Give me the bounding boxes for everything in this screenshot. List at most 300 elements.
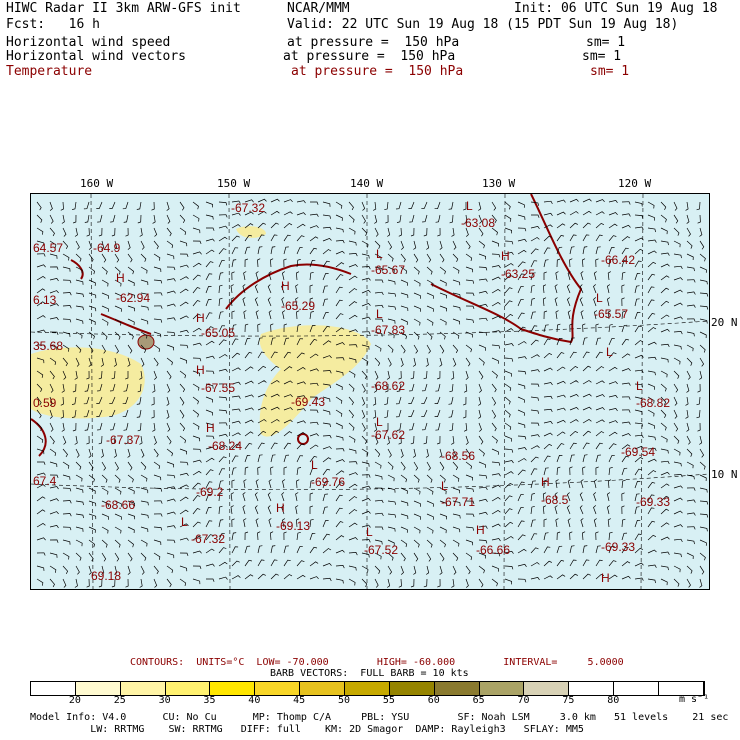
wind-barb (180, 485, 189, 488)
wind-barb (349, 523, 357, 527)
wind-barb (387, 228, 389, 237)
wind-barb (297, 421, 306, 423)
wind-barb (661, 461, 669, 464)
wind-barb (479, 449, 484, 456)
wind-barb (401, 527, 407, 533)
wind-barb (37, 202, 41, 210)
wind-barb (73, 423, 76, 431)
wind-barb (648, 550, 657, 553)
wind-barb (648, 436, 656, 440)
temperature-label: -67.55 (201, 381, 236, 395)
jet-core-north (236, 226, 266, 238)
wind-barb (76, 449, 79, 458)
wind-barb (544, 383, 553, 385)
wind-barb (245, 338, 250, 345)
wind-barb (570, 532, 573, 540)
wind-barb (635, 249, 643, 254)
temperature-label: -69.43 (291, 395, 326, 409)
wind-barb (167, 512, 176, 514)
wind-barb (453, 514, 460, 518)
wind-barb (128, 241, 130, 250)
wind-barb (648, 342, 657, 345)
wind-barb (609, 382, 618, 384)
wind-barb (583, 223, 591, 228)
wind-barb (479, 423, 482, 432)
wind-barb (349, 215, 354, 223)
wind-barb (531, 249, 539, 254)
wind-barb (141, 527, 148, 532)
wind-barb (375, 527, 383, 530)
temperature-label: -64.9 (93, 241, 121, 255)
wind-barb (622, 533, 627, 540)
wind-barb (271, 199, 280, 202)
temperature-label: -68.62 (371, 379, 406, 393)
wind-barb (661, 566, 669, 570)
wind-barb (544, 236, 552, 241)
wind-barb (282, 492, 284, 501)
wind-barb (544, 468, 549, 475)
wind-barb (635, 299, 640, 306)
wind-barb (243, 297, 245, 306)
wind-barb (63, 254, 69, 261)
wind-barb (167, 553, 174, 558)
wind-barb (154, 553, 160, 560)
wind-barb (336, 300, 343, 306)
wind-barb (582, 259, 585, 267)
wind-barb (323, 286, 328, 293)
wind-barb (518, 495, 524, 501)
wind-barb (362, 397, 365, 406)
wind-barb (89, 293, 96, 298)
colorbar-ticks (30, 695, 703, 707)
wind-barb (492, 539, 501, 542)
wind-barb (661, 509, 669, 514)
wind-barb (622, 202, 630, 205)
temperature-label: -69.2 (196, 485, 224, 499)
wind-barb (478, 410, 480, 419)
wind-barb (375, 228, 378, 237)
wind-barb (245, 575, 253, 579)
wind-barb (102, 332, 107, 340)
high-marker: H (281, 279, 290, 293)
colorbar-tick: 55 (382, 695, 395, 706)
wind-barb (401, 540, 407, 547)
wind-barb (466, 254, 472, 261)
wind-barb (388, 527, 395, 532)
wind-barb (219, 202, 227, 205)
wind-barb (505, 288, 512, 293)
wind-barb (609, 236, 616, 241)
wind-barb (193, 358, 201, 361)
wind-barb (567, 285, 570, 294)
wind-barb (408, 397, 414, 404)
wind-barb (453, 566, 456, 575)
temperature-label: -68.24 (208, 439, 243, 453)
lat-label-10n: 10 N (711, 468, 738, 481)
wind-barb (76, 332, 82, 338)
wind-barb (128, 267, 134, 274)
wind-barb (544, 421, 553, 424)
wind-barb (505, 344, 514, 347)
wind-barb (518, 459, 526, 463)
wind-barb (375, 579, 378, 588)
wind-barb (544, 248, 550, 254)
wind-barb (284, 259, 287, 267)
wind-barb (232, 248, 238, 254)
field-wind-speed: Horizontal wind speed (6, 35, 171, 50)
wind-barb (674, 566, 680, 572)
wind-barb (505, 423, 511, 430)
wind-barb (414, 319, 420, 326)
wind-barb (258, 574, 266, 579)
wind-barb (245, 432, 253, 436)
lat-label-20n: 20 N (711, 316, 738, 329)
wind-barb (557, 444, 564, 450)
wind-barb (401, 280, 407, 286)
wind-barb (154, 436, 157, 445)
colorbar-bin (569, 682, 614, 695)
plot-title: HIWC Radar II 3km ARW-GFS init (6, 1, 241, 16)
wind-barb (479, 475, 487, 479)
wind-barb (449, 384, 453, 392)
wind-barb (63, 306, 71, 309)
level-wind-speed: at pressure = 150 hPa (287, 35, 460, 50)
wind-barb (219, 312, 224, 319)
wind-barb (583, 574, 591, 579)
wind-barb (466, 267, 473, 272)
wind-barb (284, 235, 291, 241)
colorbar-units: m s⁻¹ (679, 694, 710, 705)
wind-barb (531, 469, 537, 475)
temperature-label: -69.54 (621, 445, 656, 459)
wind-barb (648, 274, 655, 280)
wind-barb (661, 472, 670, 475)
wind-barb (375, 358, 380, 366)
wind-barb (297, 575, 305, 579)
low-marker: L (466, 199, 473, 213)
wind-barb (505, 537, 513, 541)
wind-barb (609, 200, 618, 202)
wind-barb (102, 527, 108, 533)
wind-barb (310, 226, 319, 228)
wind-barb (479, 512, 488, 514)
wind-barb (89, 449, 91, 458)
wind-barb (37, 553, 45, 556)
wind-barb (700, 332, 706, 338)
wind-barb (581, 271, 583, 280)
wind-barb (437, 436, 440, 444)
wind-barb (243, 505, 245, 514)
wind-barb (154, 488, 162, 492)
wind-barb (414, 540, 419, 547)
wind-barb (349, 276, 357, 280)
wind-barb (414, 553, 418, 561)
lon-label-150w: 150 W (217, 177, 251, 190)
wind-barb (349, 410, 354, 418)
wind-barb (336, 275, 343, 281)
model-info-line1: Model Info: V4.0 CU: No Cu MP: Thomp C/A PBL: YSU SF: Noah LSM 3.0 km 51 levels 21 sec (30, 712, 729, 723)
wind-barb (478, 202, 481, 211)
wind-barb (466, 319, 474, 323)
wind-barb (531, 548, 539, 553)
wind-barb (193, 410, 199, 417)
wind-barb (427, 514, 433, 520)
init-time: Init: 06 UTC Sun 19 Aug 18 (514, 1, 718, 16)
high-marker: H (196, 311, 205, 325)
wind-barb (622, 339, 629, 345)
wind-barb (453, 475, 459, 482)
wind-barb (258, 560, 264, 566)
wind-barb (583, 546, 587, 553)
wind-barb (674, 498, 683, 501)
wind-barb (557, 200, 566, 202)
wind-barb (167, 579, 171, 587)
wind-barb (479, 267, 487, 270)
wind-barb (362, 498, 371, 501)
wind-barb (50, 499, 59, 501)
wind-barb (661, 264, 670, 267)
wind-barb (206, 286, 212, 293)
wind-barb (648, 482, 655, 488)
wind-barb (570, 212, 578, 216)
wind-barb (115, 332, 120, 340)
wind-barb (180, 241, 187, 246)
wind-barb (622, 480, 626, 488)
wind-barb (206, 410, 213, 416)
wind-barb (635, 215, 643, 219)
wind-barb (180, 449, 187, 454)
wind-barb (231, 493, 234, 501)
wind-barb (635, 238, 644, 241)
wind-barb (232, 236, 240, 241)
wind-barb (231, 506, 234, 514)
wind-barb (661, 215, 666, 222)
wind-barb (206, 274, 212, 280)
wind-barb (687, 241, 692, 249)
wind-barb (154, 371, 157, 380)
wind-barb (661, 358, 668, 362)
colorbar-tick: 60 (427, 695, 440, 706)
wind-barb (89, 488, 95, 494)
wind-barb (50, 278, 59, 281)
wind-barb (167, 462, 174, 467)
temperature-label: -66.42 (601, 253, 636, 267)
wind-barb (648, 215, 655, 221)
wind-barb (154, 319, 162, 323)
wind-barb (84, 202, 89, 209)
wind-barb (271, 366, 279, 371)
wind-barb (323, 227, 331, 230)
wind-barb (518, 239, 527, 242)
wind-barb (596, 443, 603, 449)
wind-barb (232, 456, 238, 462)
wind-barb (435, 202, 440, 209)
wind-barb (607, 493, 610, 502)
wind-barb (37, 497, 45, 501)
wind-barb (115, 540, 120, 548)
wind-barb (128, 319, 134, 325)
wind-barb (464, 423, 467, 431)
wind-barb (219, 355, 227, 359)
wind-barb (427, 475, 432, 483)
wind-barb (492, 302, 500, 306)
wind-barb (557, 408, 566, 410)
wind-barb (115, 462, 119, 470)
wind-barb (687, 423, 689, 432)
wind-barb (687, 449, 692, 457)
wind-barb (154, 358, 158, 366)
wind-barb (596, 352, 603, 358)
wind-barb (583, 394, 592, 397)
wind-barb (531, 577, 540, 580)
wind-barb (284, 200, 293, 202)
wind-barb (531, 340, 539, 345)
wind-barb (373, 202, 376, 210)
wind-barb (492, 497, 500, 501)
wind-barb (622, 506, 625, 514)
wind-barb (700, 501, 708, 505)
wind-barb (674, 539, 682, 542)
wind-barb (466, 488, 474, 492)
wind-barb (635, 261, 642, 267)
wind-barb (505, 228, 512, 233)
wind-barb (193, 384, 199, 391)
wind-barb (89, 475, 95, 482)
wind-barb (180, 436, 186, 443)
wind-barb (219, 548, 226, 553)
wind-barb (531, 506, 535, 514)
wind-barb (141, 267, 147, 273)
wind-barb (437, 228, 440, 236)
wind-barb (310, 410, 318, 413)
wind-barb (384, 397, 388, 405)
wind-barb (323, 534, 330, 540)
wind-barb (349, 241, 356, 246)
wind-barb (674, 486, 683, 488)
wind-barb (648, 262, 656, 267)
wind-barb (362, 384, 365, 392)
wind-barb (583, 352, 590, 358)
wind-barb (687, 371, 690, 380)
wind-barb (518, 470, 526, 475)
wind-barb (518, 202, 524, 208)
wind-barb (492, 254, 500, 257)
wind-barb (180, 254, 188, 257)
wind-barb (607, 506, 610, 515)
wind-barb (453, 553, 458, 561)
wind-barb (582, 532, 585, 540)
wind-barb (687, 513, 695, 516)
wind-barb (557, 420, 566, 423)
wind-barb (635, 481, 640, 488)
wind-barb (518, 423, 525, 428)
wind-barb (674, 331, 682, 334)
wind-barb (661, 301, 669, 306)
wind-barb (152, 202, 155, 210)
temperature-label: -68.66 (101, 498, 136, 512)
wind-barb (255, 285, 258, 294)
wind-barb (167, 291, 176, 293)
wind-barb (622, 369, 631, 372)
wind-barb (414, 254, 418, 262)
wind-barb (687, 267, 695, 271)
wind-barb (63, 540, 70, 545)
wind-barb (255, 506, 258, 515)
wind-barb (388, 280, 395, 285)
wind-barb (492, 266, 501, 269)
wind-barb (50, 228, 55, 236)
temperature-label: -69.33 (601, 540, 636, 554)
wind-barb (50, 525, 59, 528)
wind-barb (570, 394, 579, 397)
wind-barb (167, 318, 175, 321)
wind-barb (453, 462, 458, 470)
wind-barb (661, 552, 669, 555)
wind-barb (531, 298, 535, 306)
wind-barb (232, 561, 240, 566)
wind-barb (154, 475, 161, 480)
wind-barb (531, 312, 536, 319)
wind-barb (401, 462, 405, 470)
wind-barb (700, 267, 706, 273)
wind-barb (453, 267, 459, 274)
wind-barb (167, 499, 176, 501)
wind-barb (505, 509, 512, 514)
wind-barb (128, 566, 130, 575)
wind-barb (349, 302, 357, 306)
wind-barb (479, 487, 487, 490)
wind-barb (697, 397, 701, 405)
wind-barb (479, 499, 488, 502)
wind-barb (518, 371, 526, 374)
wind-barb (96, 202, 102, 209)
wind-barb (362, 202, 365, 211)
wind-barb (154, 345, 160, 352)
wind-barb (596, 381, 605, 384)
wind-barb (63, 436, 66, 445)
low-marker: L (311, 458, 318, 472)
wind-barb (635, 202, 642, 207)
wind-barb (255, 493, 258, 502)
wind-barb (76, 462, 81, 470)
wind-barb (674, 423, 678, 431)
wind-barb (686, 202, 689, 210)
wind-barb (414, 267, 419, 274)
wind-barb (167, 449, 173, 456)
wind-barb (674, 436, 679, 444)
wind-barb (388, 293, 396, 297)
wind-barb (193, 522, 201, 527)
wind-barb (219, 273, 223, 280)
wind-barb (310, 547, 317, 553)
wind-barb (609, 213, 618, 216)
wind-barb (557, 212, 566, 215)
wind-barb (440, 345, 444, 353)
wind-barb (401, 553, 405, 561)
colorbar-bin (614, 682, 659, 695)
wind-barb (700, 514, 708, 518)
wind-barb (687, 319, 695, 322)
wind-barb (193, 509, 200, 515)
colorbar-bin (121, 682, 166, 695)
wind-barb (492, 371, 497, 378)
map-panel (30, 193, 710, 590)
wind-barb (570, 431, 578, 436)
wind-barb (180, 277, 189, 280)
wind-barb (661, 523, 669, 527)
wind-barb (112, 228, 115, 236)
wind-barb (479, 462, 486, 468)
